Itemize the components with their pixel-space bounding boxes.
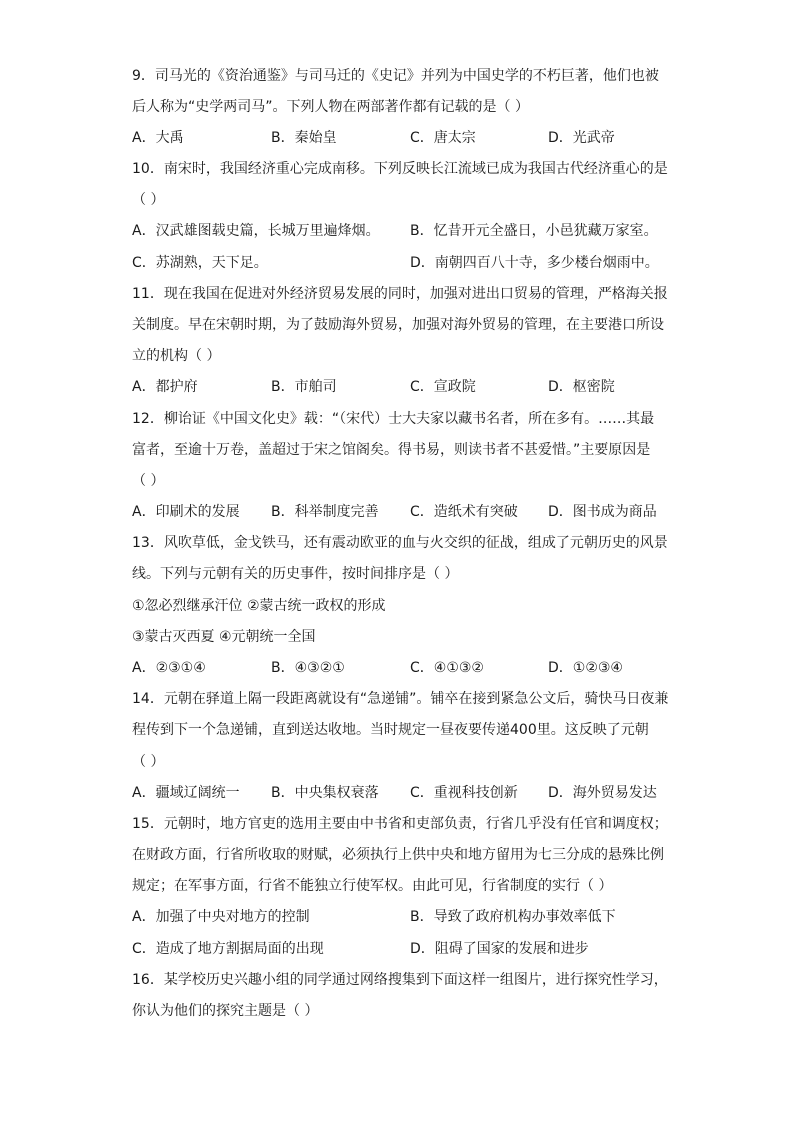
question-14-line-2: 程传到下一个急递铺，直到送达收地。当时规定一昼夜要传递400里。这反映了元朝	[132, 722, 649, 738]
question-14-option-b: B．中央集权衰落	[271, 785, 379, 801]
question-10-option-d: D．南朝四百八十寺，多少楼台烟雨中。	[410, 255, 659, 271]
question-11-option-a: A．都护府	[132, 379, 198, 395]
question-10-option-c: C．苏湖熟，天下足。	[132, 255, 268, 271]
question-11-option-d: D．枢密院	[548, 379, 615, 395]
question-13-option-d: D．①②③④	[548, 660, 623, 676]
question-12-option-b: B．科举制度完善	[271, 504, 379, 520]
question-12-line-3: （ ）	[132, 473, 165, 489]
question-12-line-2: 富者，至逾十万卷，盖超过于宋之馆阁矣。得书易，则读书者不甚爱惜。”主要原因是	[132, 442, 651, 458]
question-13-line-4: ③蒙古灭西夏 ④元朝统一全国	[132, 629, 316, 645]
question-13-option-b: B．④③②①	[271, 660, 345, 676]
question-9-line-1: 9．司马光的《资治通鉴》与司马迁的《史记》并列为中国史学的不朽巨著，他们也被	[132, 68, 659, 84]
question-9-option-a: A．大禹	[132, 130, 184, 146]
question-15-option-d: D．阻碍了国家的发展和进步	[410, 941, 589, 957]
question-9-option-c: C．唐太宗	[410, 130, 476, 146]
question-15-line-2: 在财政方面，行省所收取的财赋，必须执行上供中央和地方留用为七三分成的悬殊比例	[132, 847, 664, 863]
question-12-option-d: D．图书成为商品	[548, 504, 657, 520]
question-10-option-a: A．汉武雄图载史篇，长城万里遍烽烟。	[132, 223, 380, 239]
question-15-line-1: 15．元朝时，地方官吏的选用主要由中书省和吏部负责，行省几乎没有任官和调度权；	[132, 816, 668, 832]
question-14-line-1: 14．元朝在驿道上隔一段距离就设有“急递铺”。铺卒在接到紧急公文后，骑快马日夜兼	[132, 691, 669, 707]
question-12-line-1: 12．柳诒证《中国文化史》载：“（宋代）士大夫家以藏书名者，所在多有。……其最	[132, 411, 655, 427]
question-11-line-2: 关制度。早在宋朝时期，为了鼓励海外贸易，加强对海外贸易的管理，在主要港口所设	[132, 317, 664, 333]
question-12-option-a: A．印刷术的发展	[132, 504, 240, 520]
question-16-line-1: 16．某学校历史兴趣小组的同学通过网络搜集到下面这样一组图片，进行探究性学习，	[132, 972, 668, 988]
question-15-option-b: B．导致了政府机构办事效率低下	[410, 909, 616, 925]
question-14-line-3: （ ）	[132, 754, 165, 770]
question-12-option-c: C．造纸术有突破	[410, 504, 518, 520]
question-13-option-c: C．④①③②	[410, 660, 484, 676]
question-11-option-b: B．市舶司	[271, 379, 337, 395]
question-11-option-c: C．宣政院	[410, 379, 476, 395]
question-10-line-1: 10．南宋时，我国经济重心完成南移。下列反映长江流域已成为我国古代经济重心的是	[132, 161, 668, 177]
question-14-option-c: C．重视科技创新	[410, 785, 518, 801]
question-14-option-a: A．疆域辽阔统一	[132, 785, 240, 801]
question-13-line-1: 13．风吹草低，金戈铁马，还有震动欧亚的血与火交织的征战，组成了元朝历史的风景	[132, 535, 668, 551]
question-10-line-2: （ ）	[132, 192, 165, 208]
question-15-line-3: 规定；在军事方面，行省不能独立行使军权。由此可见，行省制度的实行（ ）	[132, 878, 613, 894]
question-13-line-2: 线。下列与元朝有关的历史事件，按时间排序是（ ）	[132, 566, 459, 582]
question-11-line-1: 11．现在我国在促进对外经济贸易发展的同时，加强对进出口贸易的管理，严格海关报	[132, 286, 668, 302]
question-13-option-a: A．②③①④	[132, 660, 206, 676]
question-15-option-a: A．加强了中央对地方的控制	[132, 909, 310, 925]
question-9-option-d: D．光武帝	[548, 130, 615, 146]
question-10-option-b: B．忆昔开元全盛日，小邑犹藏万家室。	[410, 223, 658, 239]
question-15-option-c: C．造成了地方割据局面的出现	[132, 941, 324, 957]
question-9-option-b: B．秦始皇	[271, 130, 337, 146]
question-9-line-2: 后人称为“史学两司马”。下列人物在两部著作都有记载的是（ ）	[132, 99, 529, 115]
question-13-line-3: ①忽必烈继承汗位 ②蒙古统一政权的形成	[132, 598, 386, 614]
question-16-line-2: 你认为他们的探究主题是（ ）	[132, 1003, 319, 1019]
question-14-option-d: D．海外贸易发达	[548, 785, 657, 801]
question-11-line-3: 立的机构（ ）	[132, 348, 221, 364]
